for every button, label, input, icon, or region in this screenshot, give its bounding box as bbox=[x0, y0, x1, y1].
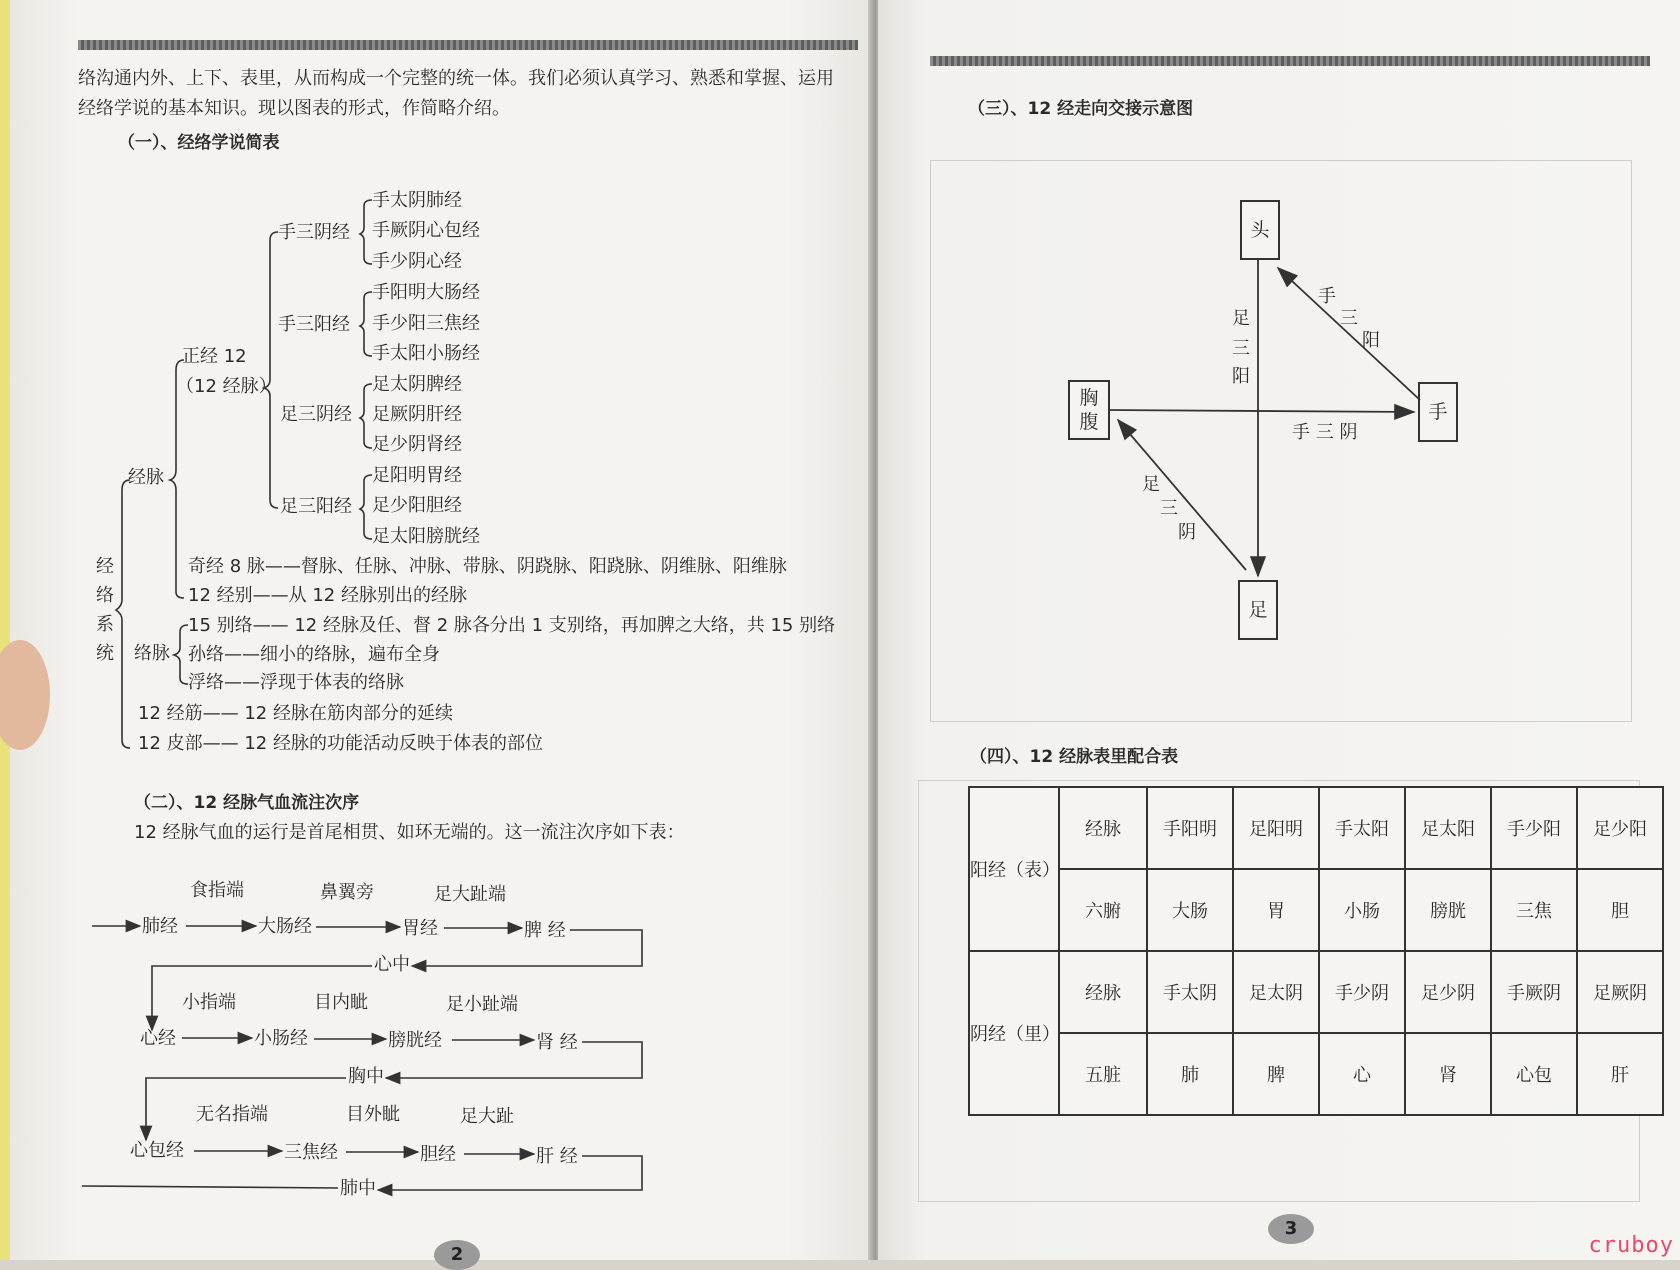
tree-zhengjing-sub: （12 经脉） bbox=[176, 376, 277, 397]
tree-qijing: 奇经 8 脉——督脉、任脉、冲脉、带脉、阴跷脉、阳跷脉、阴维脉、阳维脉 bbox=[188, 556, 787, 577]
meridian-item: 足少阳胆经 bbox=[372, 495, 462, 516]
flow-node: 肝 经 bbox=[536, 1146, 578, 1167]
table-cell: 足少阳 bbox=[1577, 787, 1663, 869]
group-foot-three-yang: 足三阳经 bbox=[280, 496, 352, 517]
tree-root-char-3: 系 bbox=[96, 614, 114, 635]
flow-node: 小肠经 bbox=[254, 1028, 308, 1049]
meridian-item: 手太阳小肠经 bbox=[372, 343, 480, 364]
flow-return: 心中 bbox=[374, 954, 410, 975]
table-cell: 肝 bbox=[1577, 1033, 1663, 1115]
flow-node: 胆经 bbox=[420, 1144, 456, 1165]
flow-label: 食指端 bbox=[190, 880, 244, 901]
row-label: 六腑 bbox=[1059, 869, 1147, 951]
label-hand-yang: 三 bbox=[1340, 308, 1358, 329]
chest-label: 胸 腹 bbox=[1079, 387, 1099, 433]
flow-return: 肺中 bbox=[340, 1178, 376, 1199]
flow-label: 小指端 bbox=[182, 992, 236, 1013]
flow-node: 心包经 bbox=[130, 1140, 184, 1161]
label-foot-yin: 阴 bbox=[1178, 522, 1196, 543]
table-cell: 小肠 bbox=[1319, 869, 1405, 951]
group-hand-three-yin: 手三阴经 bbox=[278, 222, 350, 243]
label-foot-yin: 三 bbox=[1160, 498, 1178, 519]
tree-root-char-1: 经 bbox=[96, 556, 114, 577]
label-hand-yin: 手 三 阴 bbox=[1292, 422, 1358, 443]
table-cell: 手太阴 bbox=[1147, 951, 1233, 1033]
tree-luomai: 络脉 bbox=[134, 643, 170, 664]
flow-node: 三焦经 bbox=[284, 1142, 338, 1163]
node-hand: 手 bbox=[1418, 382, 1458, 442]
tree-jingjin: 12 经筋—— 12 经脉在筋肉部分的延续 bbox=[138, 703, 453, 724]
table-cell: 手少阴 bbox=[1319, 951, 1405, 1033]
section1-title: （一）、经络学说简表 bbox=[118, 133, 280, 153]
luo-item: 15 别络—— 12 经脉及任、督 2 脉各分出 1 支别络，再加脾之大络，共 15 别络 bbox=[188, 615, 836, 636]
label-hand-yang: 阳 bbox=[1362, 330, 1380, 351]
node-head: 头 bbox=[1240, 200, 1280, 260]
flow-label: 足小趾端 bbox=[446, 994, 518, 1015]
table-cell: 手太阳 bbox=[1319, 787, 1405, 869]
row-label: 经脉 bbox=[1059, 951, 1147, 1033]
flow-node: 心经 bbox=[140, 1028, 176, 1049]
biaoli-table bbox=[968, 786, 1664, 1116]
flow-node: 膀胱经 bbox=[388, 1030, 442, 1051]
table-cell: 心 bbox=[1319, 1033, 1405, 1115]
table-cell: 足少阴 bbox=[1405, 951, 1491, 1033]
side-label-yin: 阴经（里） bbox=[969, 951, 1059, 1115]
flow-label: 无名指端 bbox=[196, 1104, 268, 1125]
table-cell: 心包 bbox=[1491, 1033, 1577, 1115]
table-cell: 胆 bbox=[1577, 869, 1663, 951]
table-row bbox=[969, 869, 1663, 951]
luo-item: 孙络——细小的络脉，遍布全身 bbox=[188, 644, 440, 665]
page-number-right: 3 bbox=[1268, 1214, 1314, 1244]
table-cell: 胃 bbox=[1233, 869, 1319, 951]
meridian-item: 手太阴肺经 bbox=[372, 190, 462, 211]
table-cell: 足太阴 bbox=[1233, 951, 1319, 1033]
row-label: 经脉 bbox=[1059, 787, 1147, 869]
flow-node: 大肠经 bbox=[258, 916, 312, 937]
row-label: 五脏 bbox=[1059, 1033, 1147, 1115]
flow-node: 肺经 bbox=[142, 916, 178, 937]
table-cell: 手厥阴 bbox=[1491, 951, 1577, 1033]
table-cell: 手少阳 bbox=[1491, 787, 1577, 869]
meridian-item: 足阳明胃经 bbox=[372, 465, 462, 486]
table-cell: 膀胱 bbox=[1405, 869, 1491, 951]
watermark: cruboy bbox=[1588, 1233, 1674, 1258]
table-cell: 足厥阴 bbox=[1577, 951, 1663, 1033]
meridian-item: 足厥阴肝经 bbox=[372, 404, 462, 425]
intro-line-2: 经络学说的基本知识。现以图表的形式，作简略介绍。 bbox=[78, 98, 510, 119]
tree-root-char-2: 络 bbox=[96, 585, 114, 606]
flow-return: 胸中 bbox=[348, 1066, 384, 1087]
group-foot-three-yin: 足三阴经 bbox=[280, 404, 352, 425]
meridian-item: 手厥阴心包经 bbox=[372, 220, 480, 241]
flow-label: 目外眦 bbox=[346, 1104, 400, 1125]
flow-label: 足大趾端 bbox=[434, 884, 506, 905]
page-number-left: 2 bbox=[434, 1240, 480, 1270]
table-cell: 足太阳 bbox=[1405, 787, 1491, 869]
tree-zhengjing: 正经 12 bbox=[182, 346, 247, 367]
section3-title: （三）、12 经走向交接示意图 bbox=[968, 99, 1194, 119]
table-row bbox=[969, 951, 1663, 1033]
meridian-item: 手少阴心经 bbox=[372, 251, 462, 272]
table-cell: 肺 bbox=[1147, 1033, 1233, 1115]
label-hand-yang: 手 bbox=[1318, 286, 1336, 307]
node-foot: 足 bbox=[1238, 580, 1278, 640]
luo-item: 浮络——浮现于体表的络脉 bbox=[188, 672, 404, 693]
tree-pibu: 12 皮部—— 12 经脉的功能活动反映于体表的部位 bbox=[138, 733, 543, 754]
flow-node: 脾 经 bbox=[524, 920, 566, 941]
label-foot-yang: 足 bbox=[1232, 308, 1250, 329]
side-label-yang: 阳经（表） bbox=[969, 787, 1059, 951]
section4-title: （四）、12 经脉表里配合表 bbox=[970, 747, 1179, 767]
table-cell: 脾 bbox=[1233, 1033, 1319, 1115]
flow-label: 鼻翼旁 bbox=[320, 882, 374, 903]
tree-jingmai: 经脉 bbox=[128, 467, 164, 488]
section2-text: 12 经脉气血的运行是首尾相贯、如环无端的。这一流注次序如下表： bbox=[134, 822, 685, 843]
intro-line-1: 络沟通内外、上下、表里，从而构成一个完整的统一体。我们必须认真学习、熟悉和掌握、运用 bbox=[78, 68, 834, 89]
tree-jingbie: 12 经别——从 12 经脉别出的经脉 bbox=[188, 585, 467, 606]
label-foot-yin: 足 bbox=[1142, 474, 1160, 495]
table-cell: 三焦 bbox=[1491, 869, 1577, 951]
meridian-item: 手少阳三焦经 bbox=[372, 313, 480, 334]
meridian-item: 足少阴肾经 bbox=[372, 434, 462, 455]
meridian-item: 足太阳膀胱经 bbox=[372, 526, 480, 547]
meridian-item: 足太阴脾经 bbox=[372, 374, 462, 395]
label-foot-yang: 阳 bbox=[1232, 366, 1250, 387]
flow-node: 胃经 bbox=[402, 918, 438, 939]
table-row bbox=[969, 1033, 1663, 1115]
section2-title: （二）、12 经脉气血流注次序 bbox=[134, 793, 360, 813]
flow-node: 肾 经 bbox=[536, 1032, 578, 1053]
table-cell: 足阳明 bbox=[1233, 787, 1319, 869]
table-cell: 肾 bbox=[1405, 1033, 1491, 1115]
meridian-item: 手阳明大肠经 bbox=[372, 282, 480, 303]
group-hand-three-yang: 手三阳经 bbox=[278, 314, 350, 335]
table-row bbox=[969, 787, 1663, 869]
table-cell: 手阳明 bbox=[1147, 787, 1233, 869]
tree-root-char-4: 统 bbox=[96, 643, 114, 664]
table-cell: 大肠 bbox=[1147, 869, 1233, 951]
flow-label: 目内眦 bbox=[314, 992, 368, 1013]
label-foot-yang: 三 bbox=[1232, 338, 1250, 359]
flow-label: 足大趾 bbox=[460, 1106, 514, 1127]
